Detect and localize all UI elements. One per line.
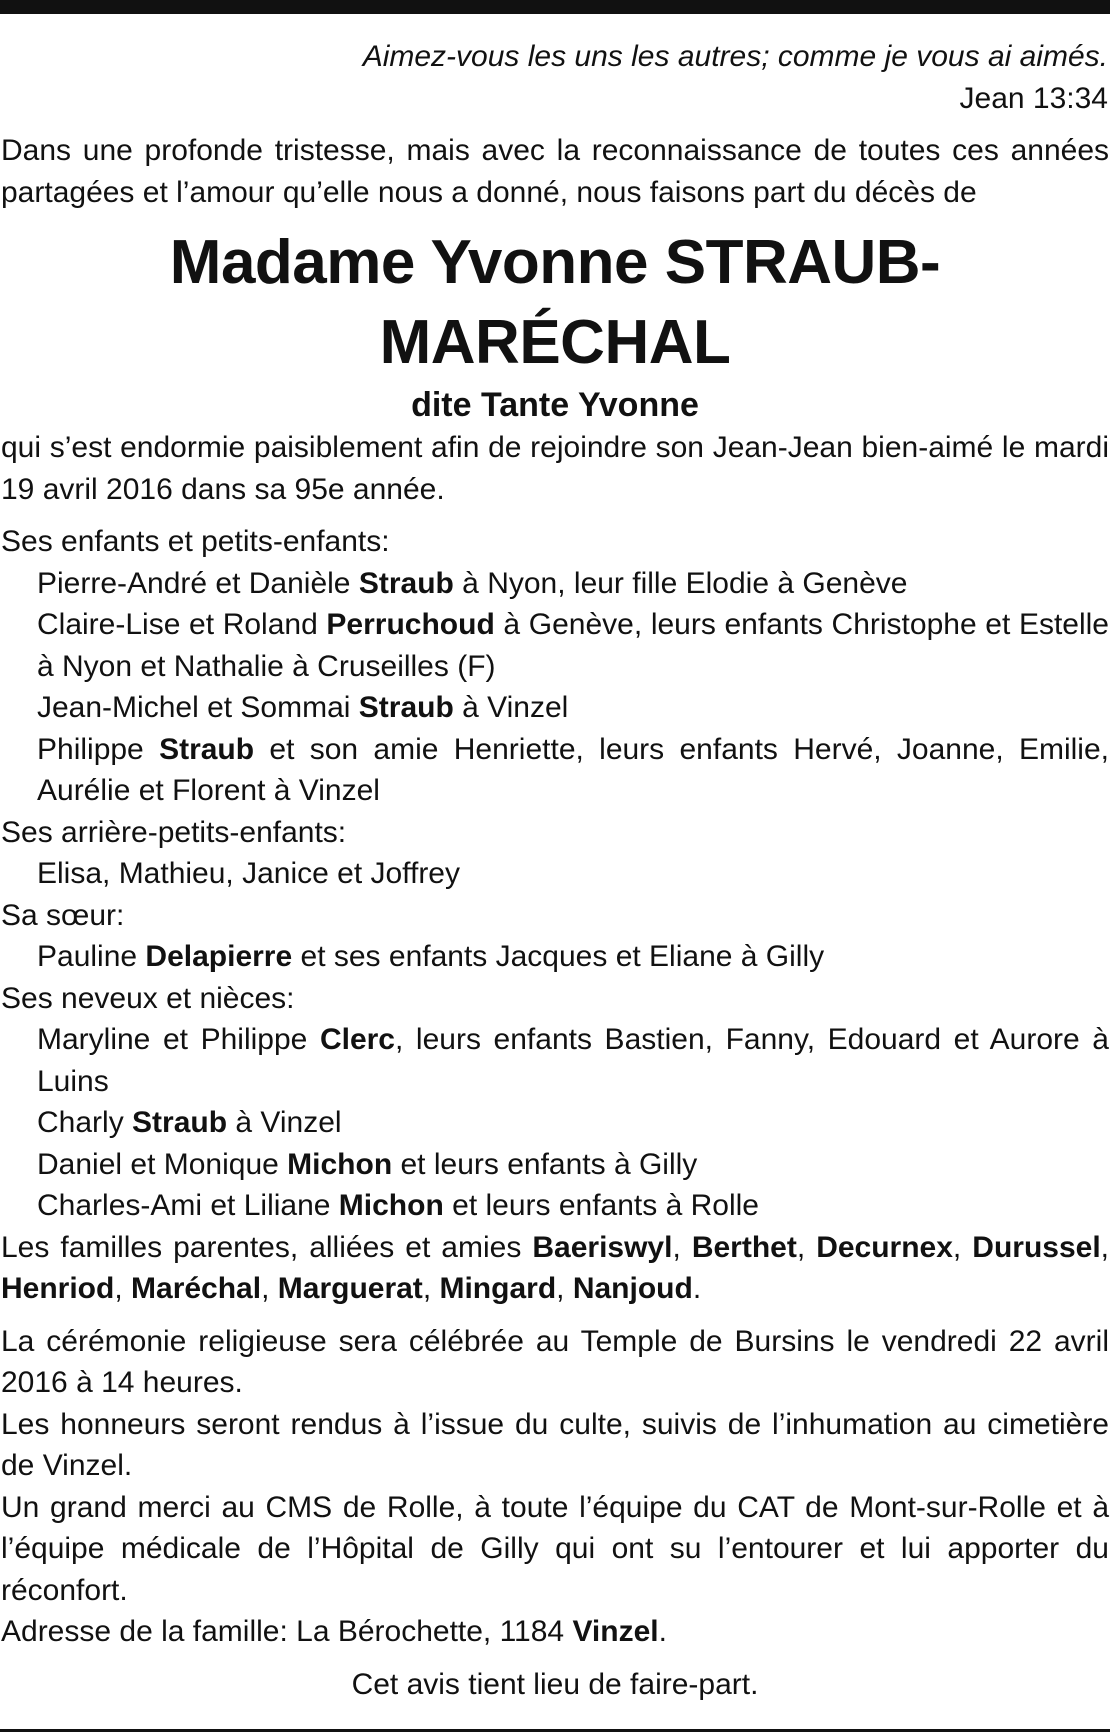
nephews-heading: Ses neveux et nièces: [1, 981, 295, 1015]
family-line: Philippe Straub et son amie Henriette, leurs enfants Hervé, Joanne, Emilie, Aurélie et Florent à Vinzel [37, 732, 1109, 807]
bible-reference: Jean 13:34 [959, 81, 1108, 115]
family-line: Jean-Michel et Sommai Straub à Vinzel [37, 691, 569, 724]
nephew-line: Charly Straub à Vinzel [37, 1106, 342, 1139]
great-grandchildren-heading: Ses arrière-petits-enfants: [1, 815, 347, 849]
passing-paragraph: qui s’est endormie paisiblement afin de rejoindre son Jean-Jean bien-aimé le mardi 19 avril 2016 dans sa 95e année. [1, 431, 1109, 506]
family-line: Pierre-André et Danièle Straub à Nyon, leur fille Elodie à Genève [37, 566, 908, 600]
sister-heading: Sa sœur: [1, 898, 125, 932]
family-address: Adresse de la famille: La Bérochette, 1184 Vinzel. [1, 1615, 667, 1648]
nephew-line: Daniel et Monique Michon et leurs enfants à Gilly [37, 1147, 698, 1181]
nephew-line: Maryline et Philippe Clerc, leurs enfants Bastien, Fanny, Edouard et Aurore à Luins [37, 1023, 1109, 1098]
related-families-paragraph: Les familles parentes, alliées et amies Baeriswyl, Berthet, Decurnex, Durussel, Henriod, Maréchal, Marguerat, Mingard, Nanjoud. [1, 1230, 1110, 1305]
children-heading: Ses enfants et petits-enfants: [1, 525, 390, 558]
thanks-paragraph: Un grand merci au CMS de Rolle, à toute l’équipe du CAT de Mont-sur-Rolle et à l’équipe médicale de l’Hôpital de Gilly qui ont su l’entourer et lui apporter du réconfort. [1, 1490, 1109, 1607]
deceased-alias: dite Tante Yvonne [411, 386, 699, 424]
obituary-notice [1, 36, 1109, 1705]
closing-line: Cet avis tient lieu de faire-part. [351, 1667, 759, 1701]
bottom-border-rule [0, 1729, 1110, 1732]
top-border-rule [0, 0, 1110, 14]
family-line: Claire-Lise et Roland Perruchoud à Genève, leurs enfants Christophe et Estelle à Nyon et Nathalie à Cruseilles (F) [37, 608, 1109, 683]
great-grandchildren-line: Elisa, Mathieu, Janice et Joffrey [37, 857, 460, 890]
sister-line: Pauline Delapierre et ses enfants Jacques et Eliane à Gilly [37, 940, 825, 973]
bible-quote: Aimez-vous les uns les autres; comme je vous ai aimés. [362, 40, 1108, 73]
honours-paragraph: Les honneurs seront rendus à l’issue du culte, suivis de l’inhumation au cimetière de Vinzel. [1, 1407, 1109, 1482]
nephew-line: Charles-Ami et Liliane Michon et leurs enfants à Rolle [37, 1189, 759, 1222]
deceased-name: Madame Yvonne STRAUB-MARÉCHAL [169, 228, 941, 377]
intro-paragraph: Dans une profonde tristesse, mais avec la reconnaissance de toutes ces années partagées et l’amour qu’elle nous a donné, nous faisons part du décès de [1, 134, 1109, 209]
ceremony-paragraph: La cérémonie religieuse sera célébrée au Temple de Bursins le vendredi 22 avril 2016 à 14 heures. [1, 1324, 1109, 1399]
